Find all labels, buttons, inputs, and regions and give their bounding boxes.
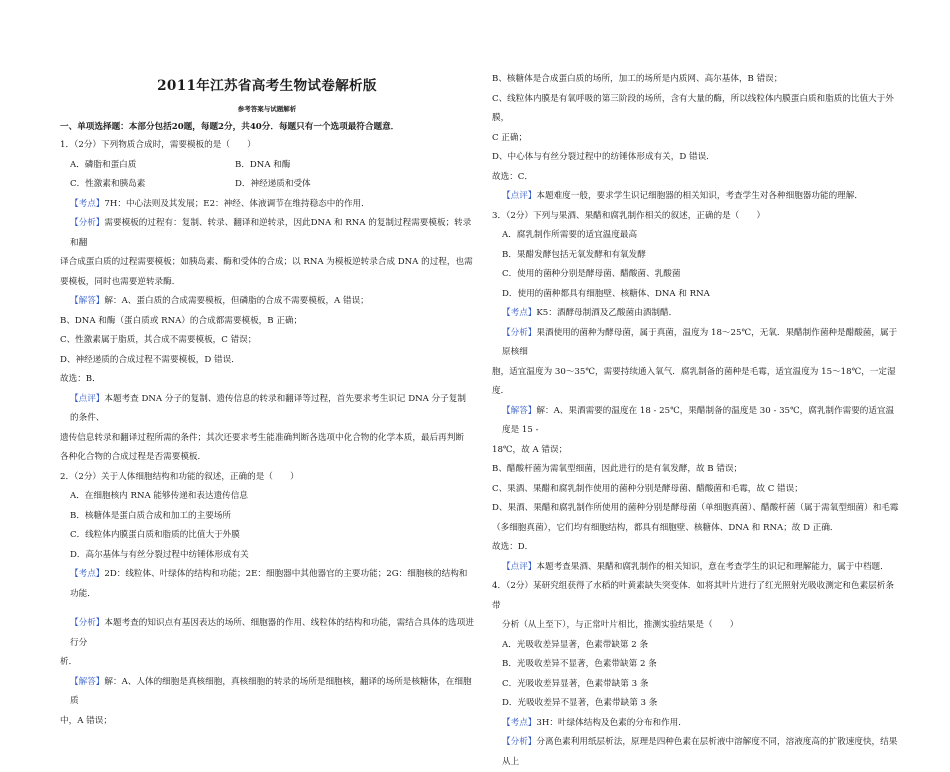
question-2-jieda-b: B、核糖体是合成蛋白质的场所，加工的场所是内质网、高尔基体，B 错误； bbox=[492, 74, 783, 84]
option-d: D．神经递质和受体 bbox=[235, 179, 311, 189]
question-1-dianping-line3: 各种化合物的合成过程是否需要模板． bbox=[60, 452, 207, 462]
question-2-jieda: 【解答】解：A、人体的细胞是真核细胞，真核细胞的转录的场所是细胞核，翻译的场所是核糖体，在细胞质 bbox=[70, 676, 472, 706]
jieda-tag: 【解答】 bbox=[502, 405, 537, 416]
question-3-dianping: 【点评】本题考查果酒、果醋和腐乳制作的相关知识，意在考查学生的识记和理解能力，属于中档题． bbox=[502, 561, 889, 572]
question-4-stem: 4．（2分）某研究组获得了水稻的叶黄素缺失突变体．如将其叶片进行了红光照射光吸收测定和色素层析条带 bbox=[492, 581, 894, 611]
jieda-tag: 【解答】 bbox=[70, 296, 105, 306]
question-1-fenxi-line3: 要模板，同时也需要逆转录酶． bbox=[60, 276, 181, 287]
question-3-option-c: C．使用的菌种分别是酵母菌、醋酸菌、乳酸菌 bbox=[502, 269, 681, 279]
question-1-kaodian: 【考点】7H：中心法则及其发展；E2：神经、体液调节在维持稳态中的作用． bbox=[70, 198, 370, 209]
question-1-jieda: 【解答】解：A、蛋白质的合成需要模板，但磷脂的合成不需要模板，A 错误； bbox=[70, 296, 369, 306]
question-3-jieda-d-line2: （多细胞真菌），它们均有细胞结构，都具有细胞壁、核糖体、DNA 和 RNA；故 D 正确． bbox=[492, 522, 839, 533]
fenxi-tag: 【分析】 bbox=[70, 218, 105, 228]
question-2-option-b: B．核糖体是蛋白质合成和加工的主要场所 bbox=[70, 510, 232, 521]
right-page bbox=[492, 0, 902, 767]
option-b: B．DNA 和酶 bbox=[235, 159, 291, 170]
question-2-jieda-line2: 中，A 错误； bbox=[60, 715, 112, 726]
kaodian-tag: 【考点】 bbox=[70, 198, 105, 209]
question-4-fenxi: 【分析】分离色素利用纸层析法，原理是四种色素在层析液中溶解度不同，溶液度高的扩散速度快，结果从上 bbox=[502, 737, 898, 767]
dianping-tag: 【点评】 bbox=[502, 191, 537, 201]
question-2-dianping: 【点评】本题难度一般，要求学生识记细胞器的相关知识，考查学生对各种细胞器功能的理解． bbox=[502, 191, 863, 201]
question-2-answer: 故选：C． bbox=[492, 171, 533, 182]
left-page bbox=[60, 0, 474, 726]
question-3-jieda-line2: 18℃，故 A 错误； bbox=[492, 444, 568, 455]
question-3-jieda-c: C、果酒、果醋和腐乳制作使用的菌种分别是酵母菌、醋酸菌和毛霉，故 C 错误； bbox=[492, 483, 803, 494]
question-1-jieda-b: B、DNA 和酶（蛋白质或 RNA）的合成都需要模板，B 正确； bbox=[60, 315, 303, 326]
document-subtitle: 参考答案与试题解析 bbox=[237, 105, 297, 113]
dianping-tag: 【点评】 bbox=[502, 561, 537, 572]
kaodian-tag: 【考点】 bbox=[502, 717, 537, 728]
fenxi-tag: 【分析】 bbox=[502, 327, 537, 338]
question-3-jieda-b: B、醋酸杆菌为需氧型细菌，因此进行的是有氧发酵，故 B 错误； bbox=[492, 464, 743, 474]
question-1-options-row-2 bbox=[60, 175, 474, 195]
question-3-stem: 3．（2分）下列与果酒、果醋和腐乳制作相关的叙述，正确的是（ ） bbox=[492, 210, 766, 221]
section-heading: 一、单项选择题：本部分包括20题，每题2分，共40分．每题只有一个选项最符合题意． bbox=[60, 122, 400, 132]
dianping-tag: 【点评】 bbox=[70, 393, 105, 404]
question-1-fenxi: 【分析】需要模板的过程有：复制、转录、翻译和逆转录，因此DNA 和 RNA 的复制过程需要模板；转录和翻 bbox=[70, 218, 472, 248]
question-3-jieda: 【解答】解：A、果酒需要的温度在 18 - 25℃，果醋制备的温度是 30 - 35℃，腐乳制作需要的适宜温度是 15 - bbox=[502, 405, 895, 435]
question-2-fenxi-line2: 析． bbox=[60, 657, 78, 667]
question-1-dianping: 【点评】本题考查 DNA 分子的复制、遗传信息的转录和翻译等过程，首先要求考生识记 DNA 分子复制的条件、 bbox=[70, 393, 466, 423]
question-4-option-c: C．光吸收差异显著，色素带缺第 3 条 bbox=[502, 678, 649, 689]
question-2-fenxi: 【分析】本题考查的知识点有基因表达的场所、细胞器的作用、线粒体的结构和功能，需结合具体的选项进行分 bbox=[70, 618, 474, 648]
question-3-answer: 故选：D． bbox=[492, 542, 534, 552]
document-title: 2011年江苏省高考生物试卷解析版 bbox=[157, 78, 377, 94]
fenxi-tag: 【分析】 bbox=[502, 737, 537, 747]
question-4-option-d: D．光吸收差异不显著，色素带缺第 3 条 bbox=[502, 698, 658, 708]
question-2-jieda-d: D、中心体与有丝分裂过程中的纺锤体形成有关，D 错误． bbox=[492, 152, 715, 162]
question-1-fenxi-line2: 译合成蛋白质的过程需要模板；如胰岛素、酶和受体的合成；以 RNA 为模板逆转录合成 DNA 的过程，也需 bbox=[60, 257, 473, 267]
question-4-stem-line2: 分析（从上至下），与正常叶片相比，推测实验结果是（ ） bbox=[502, 620, 739, 630]
question-3-option-d: D．使用的菌种都具有细胞壁、核糖体、DNA 和 RNA bbox=[502, 288, 710, 299]
question-3-fenxi: 【分析】果酒使用的菌种为酵母菌，属于真菌，温度为 18～25℃，无氧．果醋制作菌种是醋酸菌，属于原核细 bbox=[502, 327, 898, 357]
question-3-option-a: A．腐乳制作所需要的适宜温度最高 bbox=[502, 230, 638, 240]
question-1-dianping-line2: 遗传信息转录和翻译过程所需的条件；其次还要求考生能准确判断各选项中化合物的化学本质，最后再判断 bbox=[60, 432, 464, 443]
option-a: A．磷脂和蛋白质 bbox=[70, 159, 137, 170]
question-1-options-row-1 bbox=[60, 156, 474, 176]
question-1-jieda-d: D、神经递质的合成过程不需要模板，D 错误． bbox=[60, 354, 240, 365]
question-3-jieda-d: D、果酒、果醋和腐乳制作所使用的菌种分别是酵母菌（单细胞真菌）、醋酸杆菌（属于需氧型细菌）和毛霉 bbox=[492, 503, 899, 513]
question-2-jieda-c-line2: C 正确； bbox=[492, 132, 528, 143]
question-2-stem: 2．（2分）关于人体细胞结构和功能的叙述，正确的是（ ） bbox=[60, 471, 299, 482]
question-1-stem: 1．（2分）下列物质合成时，需要模板的是（ ） bbox=[60, 140, 256, 150]
kaodian-tag: 【考点】 bbox=[70, 569, 105, 579]
question-4-option-a: A．光吸收差异显著，色素带缺第 2 条 bbox=[502, 639, 649, 650]
question-2-option-a: A．在细胞核内 RNA 能够传递和表达遗传信息 bbox=[70, 491, 248, 501]
question-2-kaodian: 【考点】2D：线粒体、叶绿体的结构和功能；2E：细胞器中其他器官的主要功能；2G：细胞核的结构和功能． bbox=[70, 569, 468, 599]
fenxi-tag: 【分析】 bbox=[70, 618, 105, 628]
question-3-kaodian: 【考点】K5：酒酵母制酒及乙酸菌由酒制醋． bbox=[502, 308, 678, 318]
question-1-answer: 故选：B． bbox=[60, 374, 101, 384]
kaodian-tag: 【考点】 bbox=[502, 308, 537, 318]
question-2-jieda-c: C、线粒体内膜是有氧呼吸的第三阶段的场所，含有大量的酶，所以线粒体内膜蛋白质和脂质的比值大于外膜， bbox=[492, 93, 894, 123]
question-2-option-c: C．线粒体内膜蛋白质和脂质的比值大于外膜 bbox=[70, 530, 240, 540]
question-2-option-d: D．高尔基体与有丝分裂过程中纺锤体形成有关 bbox=[70, 549, 249, 560]
question-4-option-b: B．光吸收差异不显著，色素带缺第 2 条 bbox=[502, 659, 657, 669]
option-c: C．性激素和胰岛素 bbox=[70, 179, 146, 189]
jieda-tag: 【解答】 bbox=[70, 676, 105, 687]
question-3-option-b: B．果醋发酵包括无氧发酵和有氧发酵 bbox=[502, 249, 646, 260]
question-4-kaodian: 【考点】3H：叶绿体结构及色素的分布和作用． bbox=[502, 717, 687, 728]
question-3-fenxi-line2: 胞，适宜温度为 30～35℃，需要持续通入氧气．腐乳制备的菌种是毛霉，适宜温度为 15～18℃，一定湿度． bbox=[492, 366, 896, 396]
question-1-jieda-c: C、性激素属于脂质，其合成不需要模板，C 错误； bbox=[60, 335, 257, 345]
